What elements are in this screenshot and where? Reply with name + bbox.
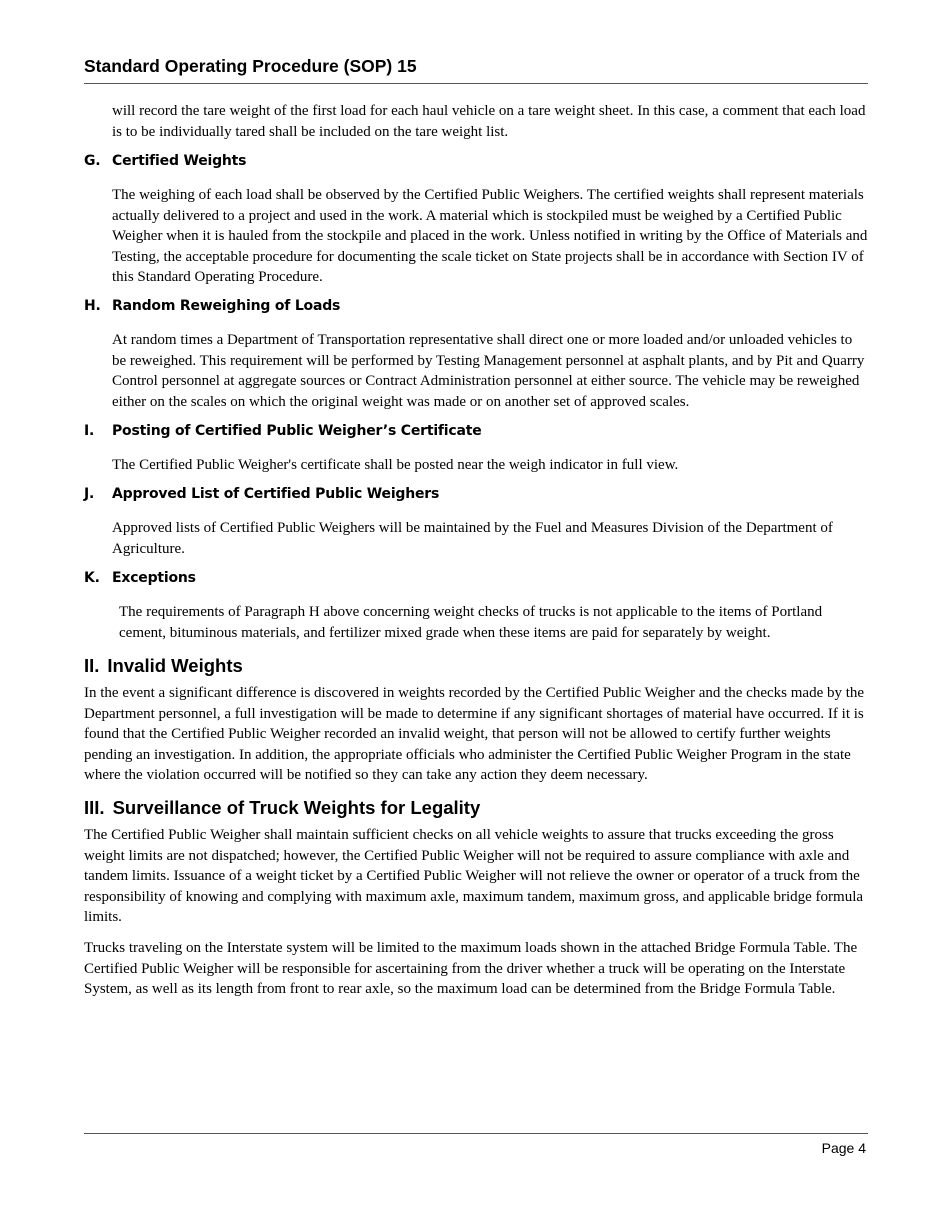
subsection-j-title: Approved List of Certified Public Weighers — [112, 486, 440, 502]
subsection-j-paragraph: Approved lists of Certified Public Weighers will be maintained by the Fuel and Measures Division of the Department of Agriculture. — [112, 520, 833, 557]
subsection-i-heading — [84, 423, 482, 439]
intro-continuation-paragraph: will record the tare weight of the first load for each haul vehicle on a tare weight sheet. In this case, a comment that each load is to be individually tared shall be included on the tare weight list. — [112, 103, 866, 140]
subsection-k-paragraph: The requirements of Paragraph H above concerning weight checks of trucks is not applicable to the items of Portland cement, bituminous materials, and fertilizer mixed grade when these items are paid for separately by weight. — [119, 604, 823, 641]
subsection-i-letter: I. — [84, 423, 95, 439]
subsection-j-letter: J. — [84, 486, 95, 502]
subsection-h-paragraph: At random times a Department of Transportation representative shall direct one or more loaded and/or unloaded vehicles to be reweighed. This requirement will be performed by Testing Management personnel at asphalt plants, and by Pit and Quarry Control personnel at aggregate sources or Contract Administration personnel at either source. The vehicle may be reweighed either on the scales on which the original weight was made or on another set of approved scales. — [112, 332, 865, 410]
subsection-h-letter: H. — [84, 298, 101, 314]
subsection-i-title: Posting of Certified Public Weigher’s Certificate — [112, 423, 482, 439]
subsection-i-paragraph: The Certified Public Weigher's certificate shall be posted near the weigh indicator in full view. — [112, 457, 679, 473]
subsection-g-letter: G. — [84, 153, 101, 169]
subsection-g-title: Certified Weights — [112, 153, 247, 169]
footer-divider — [84, 1133, 868, 1134]
subsection-g-heading — [84, 153, 246, 169]
section-iii-title: Surveillance of Truck Weights for Legality — [112, 797, 481, 818]
section-ii-paragraph: In the event a significant difference is discovered in weights recorded by the Certified Public Weigher and the checks made by the Department personnel, a full investigation will be made to determine if any significant shortages of material have occurred. If it is found that the Certified Public Weigher recorded an invalid weight, that person will not be allowed to certify further weights pending an investigation. In addition, the appropriate officials who administer the Certified Public Weigher Program in the state where the violation occurred will be notified so they can take any action they deem necessary. — [84, 685, 865, 784]
section-iii-paragraph-2: Trucks traveling on the Interstate system will be limited to the maximum loads shown in the attached Bridge Formula Table. The Certified Public Weigher will be responsible for ascertaining from the driver whether a truck will be operating on the Interstate System, as well as its length from front to rear axle, so the maximum load can be determined from the Bridge Formula Table. — [84, 940, 858, 998]
section-ii-title: Invalid Weights — [107, 655, 243, 676]
page-number: Page 4 — [821, 1140, 866, 1156]
section-iii-paragraph-1: The Certified Public Weigher shall maintain sufficient checks on all vehicle weights to assure that trucks exceeding the gross weight limits are not dispatched; however, the Certified Public Weigher will not be required to assure compliance with axle and tandem limits. Issuance of a weight ticket by a Certified Public Weigher will not relieve the owner or operator of a truck from the responsibility of knowing and complying with maximum axle, maximum tandem, maximum gross, and applicable bridge formula limits. — [84, 827, 864, 926]
header-divider — [84, 83, 868, 84]
subsection-k-heading — [84, 570, 196, 586]
subsection-k-letter: K. — [84, 570, 100, 586]
subsection-h-title: Random Reweighing of Loads — [112, 298, 341, 314]
subsection-k-title: Exceptions — [112, 570, 196, 586]
subsection-g-paragraph: The weighing of each load shall be observed by the Certified Public Weighers. The certified weights shall represent materials actually delivered to a project and used in the work. A material which is stockpiled must be weighed by a Certified Public Weigher when it is hauled from the stockpile and placed in the work. Unless notified in writing by the Office of Materials and Testing, the acceptable procedure for documenting the scale ticket on State projects shall be in accordance with Section IV of this Standard Operating Procedure. — [112, 187, 868, 286]
page-header-title: Standard Operating Procedure (SOP) 15 — [84, 56, 417, 76]
subsection-h-heading — [84, 298, 340, 314]
section-iii-heading — [84, 797, 480, 819]
section-ii-heading — [84, 655, 243, 677]
subsection-j-heading — [84, 486, 439, 502]
section-iii-number: III. — [84, 797, 105, 818]
section-ii-number: II. — [84, 655, 100, 676]
